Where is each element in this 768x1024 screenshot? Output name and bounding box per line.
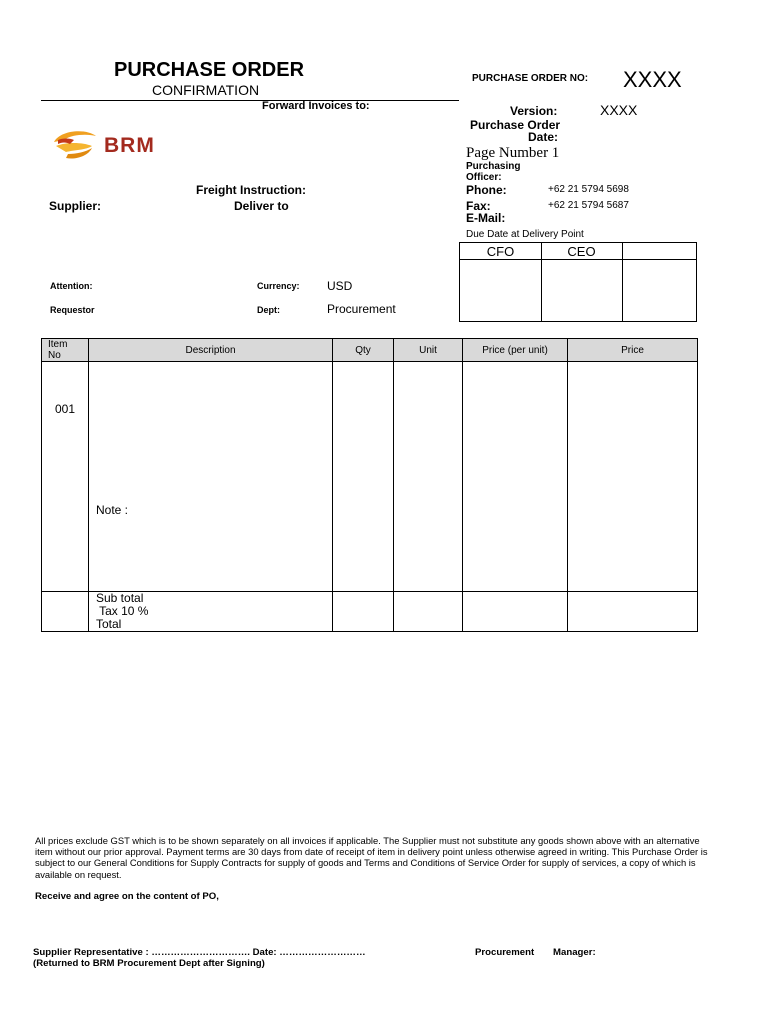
price-per-unit-cell [463, 362, 568, 592]
unit-cell [394, 362, 463, 592]
totals-row [42, 592, 698, 632]
totals-labels [89, 592, 333, 632]
col-unit: Unit [394, 339, 463, 362]
brm-logo [52, 128, 172, 162]
po-number-value: XXXX [623, 67, 682, 92]
dept-value: Procurement [327, 302, 396, 316]
currency-value: USD [327, 279, 353, 293]
po-date-label-1: Purchase Order [470, 118, 561, 132]
price-cell [568, 362, 698, 592]
col-description: Description [89, 339, 333, 362]
brm-logo-text: BRM [104, 134, 155, 157]
page-number: Page Number 1 [466, 145, 560, 161]
fax-label: Fax: [466, 199, 491, 213]
col-price-per-unit: Price (per unit) [463, 339, 568, 362]
version-label: Version: [510, 104, 558, 118]
purchasing-officer-label-2: Officer: [466, 172, 502, 183]
po-date-label-2: Date: [528, 130, 559, 144]
procurement-label: Procurement [475, 947, 535, 958]
items-table [41, 338, 698, 632]
version-value: XXXX [600, 102, 638, 118]
email-label: E-Mail: [466, 211, 506, 225]
col-item-no: Item No [42, 339, 89, 362]
col-qty: Qty [333, 339, 394, 362]
receive-agree-text: Receive and agree on the content of PO, [35, 891, 219, 902]
requestor-label: Requestor [50, 305, 95, 315]
dept-label: Dept: [257, 305, 280, 315]
title-underline [41, 100, 459, 101]
description-cell: Note : [89, 362, 333, 592]
total-label: Total [96, 617, 122, 631]
item-no-cell: 001 [42, 362, 89, 592]
table-row [42, 362, 698, 592]
manager-label: Manager: [553, 947, 596, 958]
purchasing-officer-label-1: Purchasing [466, 161, 521, 172]
cfo-header: CFO [486, 244, 515, 259]
freight-instruction-label: Freight Instruction: [196, 183, 306, 197]
tax-label: Tax 10 % [96, 604, 149, 618]
po-subtitle: CONFIRMATION [152, 82, 260, 98]
phone-value: +62 21 5794 5698 [548, 184, 629, 195]
po-number-label: PURCHASE ORDER NO: [472, 73, 589, 84]
attention-label: Attention: [50, 281, 93, 291]
table-header-row [42, 339, 698, 362]
ceo-header: CEO [567, 244, 596, 259]
supplier-representative-line: Supplier Representative : …………………………. Date: ……………………… [33, 947, 366, 958]
col-price: Price [568, 339, 698, 362]
approval-box [459, 242, 697, 322]
supplier-label: Supplier: [49, 199, 102, 213]
po-title: PURCHASE ORDER [114, 59, 305, 81]
fax-value: +62 21 5794 5687 [548, 200, 629, 211]
deliver-to-label: Deliver to [234, 199, 289, 213]
returned-note: (Returned to BRM Procurement Dept after Signing) [33, 958, 265, 969]
currency-label: Currency: [257, 281, 300, 291]
subtotal-label: Sub total [96, 591, 144, 605]
qty-cell [333, 362, 394, 592]
due-date-label: Due Date at Delivery Point [466, 229, 584, 240]
phone-label: Phone: [466, 183, 507, 197]
terms-disclaimer: All prices exclude GST which is to be shown separately on all invoices if applicable. The Supplier must not substitute any goods shown above with an alternative item without our prior approval. Payment terms are 30 days from date of receipt of item in delivery point unless otherwise agreed in writing. This Purchase Order is subject to our General Conditions for Supply Contracts for supply of goods and Terms and Conditions of Service Order for supply of services, a copy of which is available on request. [35, 835, 708, 880]
forward-invoices-label: Forward Invoices to: [262, 100, 370, 112]
